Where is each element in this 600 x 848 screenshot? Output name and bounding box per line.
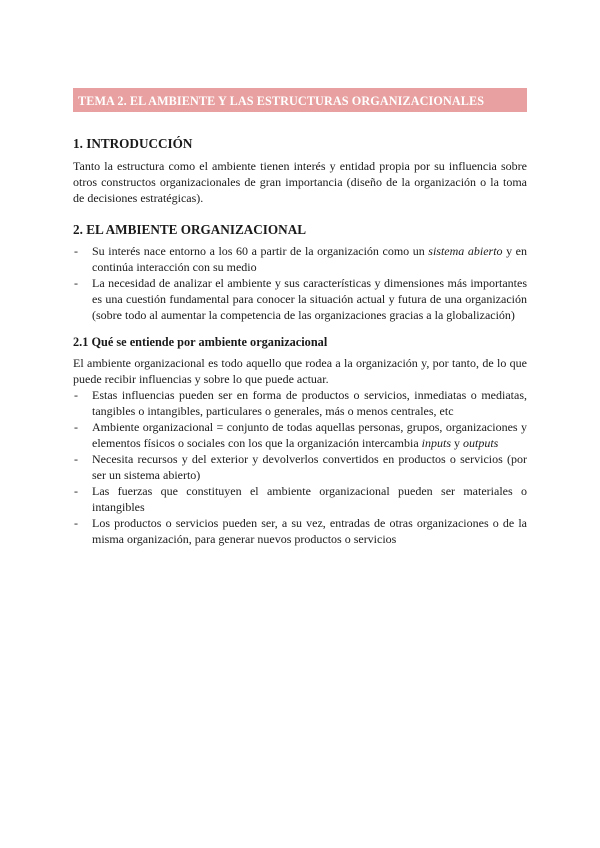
list-item-text: y en continúa interacción con su medio [92, 244, 527, 274]
italic-term: outputs [463, 436, 499, 450]
italic-term: inputs [421, 436, 452, 450]
list-item-text: Su interés nace entorno a los 60 a partir de la organización como un [92, 244, 429, 258]
section-1-heading: 1. INTRODUCCIÓN [73, 136, 193, 151]
section-2-1-paragraph: El ambiente organizacional es todo aquello que rodea a la organización y, por tanto, de lo que puede recibir influencias y sobre lo que puede actuar. [73, 356, 527, 386]
list-item [73, 451, 527, 483]
list-item [73, 483, 527, 515]
list-item [73, 387, 527, 419]
list-dash: - [74, 484, 78, 498]
section-2-1-list [73, 387, 527, 547]
list-item [73, 419, 527, 451]
list-item [73, 275, 527, 323]
list-item [73, 515, 527, 547]
list-dash: - [74, 388, 78, 402]
section-2-list [73, 243, 527, 323]
list-dash: - [74, 452, 78, 466]
topic-title-banner: TEMA 2. EL AMBIENTE Y LAS ESTRUCTURAS ORGANIZACIONALES [73, 88, 527, 112]
section-2-1-heading: 2.1 Qué se entiende por ambiente organizacional [73, 335, 328, 349]
list-dash: - [74, 420, 78, 434]
list-item-text: Estas influencias pueden ser en forma de productos o servicios, inmediatas o mediatas, tangibles o intangibles, particulares o generales, más o menos centrales, etc [92, 388, 527, 418]
list-dash: - [74, 276, 78, 290]
list-item-text: La necesidad de analizar el ambiente y sus características y dimensiones más importantes es una cuestión fundamental para conocer la situación actual y futura de una organización (sobre todo al aumentar la competencia de las organizaciones gracias a la globalización) [92, 276, 527, 322]
italic-term: sistema abierto [428, 244, 503, 258]
list-dash: - [74, 516, 78, 530]
document-page [73, 88, 527, 547]
list-dash: - [74, 244, 78, 258]
list-item-text: Necesita recursos y del exterior y devolverlos convertidos en productos o servicios (por ser un sistema abierto) [92, 452, 527, 482]
list-item-text: Los productos o servicios pueden ser, a su vez, entradas de otras organizaciones o de la misma organización, para generar nuevos productos o servicios [92, 516, 527, 546]
section-2-heading: 2. EL AMBIENTE ORGANIZACIONAL [73, 222, 307, 237]
list-item-text: y [451, 436, 464, 450]
list-item [73, 243, 527, 275]
section-1-paragraph: Tanto la estructura como el ambiente tienen interés y entidad propia por su influencia sobre otros constructos organizacionales de gran importancia (diseño de la organización o la toma de decisiones estratégicas). [73, 159, 527, 205]
list-item-text: Las fuerzas que constituyen el ambiente organizacional pueden ser materiales o intangibles [92, 484, 527, 514]
list-item-text: Ambiente organizacional = conjunto de todas aquellas personas, grupos, organizaciones y elementos físicos o sociales con los que la organización intercambia [92, 420, 527, 450]
